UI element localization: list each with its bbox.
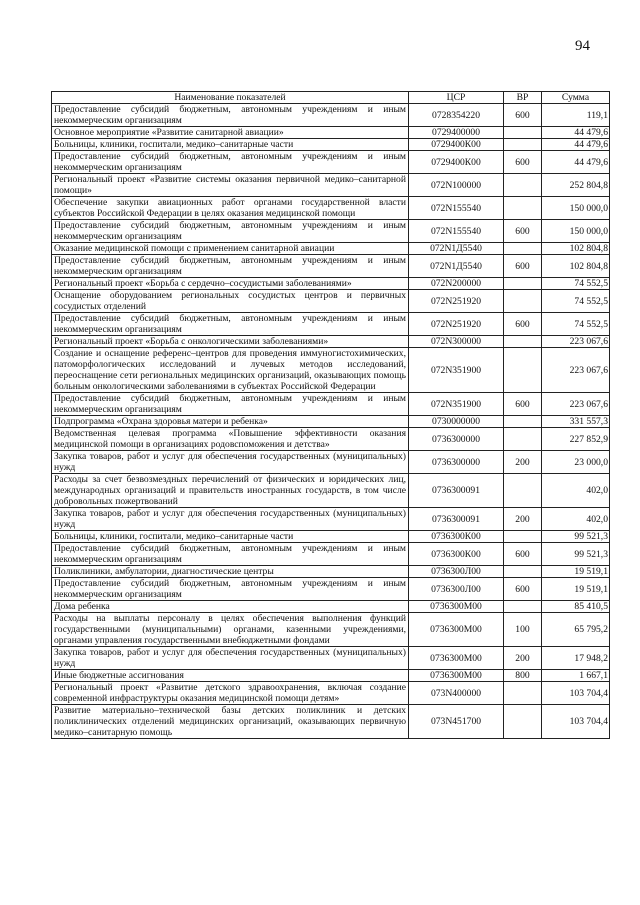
table-row [52,139,610,151]
cell-csr: 0736300000 [409,428,504,451]
cell-vr: 200 [504,451,542,474]
cell-sum: 74 552,5 [542,290,610,313]
cell-vr [504,566,542,578]
table-row [52,647,610,670]
cell-name: Основное мероприятие «Развитие санитарной авиации» [52,127,409,139]
cell-sum: 17 948,2 [542,647,610,670]
cell-vr: 200 [504,508,542,531]
page-number: 94 [575,38,590,54]
cell-sum: 74 552,5 [542,313,610,336]
cell-vr: 600 [504,578,542,601]
cell-vr [504,243,542,255]
cell-csr: 0736300М00 [409,647,504,670]
table-row [52,348,610,393]
cell-vr: 600 [504,543,542,566]
cell-name: Региональный проект «Борьба с онкологическими заболеваниями» [52,336,409,348]
budget-table [51,91,610,739]
cell-sum: 252 804,8 [542,174,610,197]
cell-name: Подпрограмма «Охрана здоровья матери и ребенка» [52,416,409,428]
cell-csr: 0736300К00 [409,543,504,566]
table-row [52,578,610,601]
cell-name: Предоставление субсидий бюджетным, автономным учреждениям и иным некоммерческим организациям [52,578,409,601]
cell-vr [504,174,542,197]
cell-csr: 0736300091 [409,474,504,508]
table-row [52,290,610,313]
cell-sum: 44 479,6 [542,139,610,151]
cell-vr: 100 [504,613,542,647]
table-row [52,104,610,127]
table-header-row [52,92,610,104]
table-row [52,313,610,336]
cell-csr: 072N251920 [409,313,504,336]
table-row [52,451,610,474]
cell-name: Предоставление субсидий бюджетным, автономным учреждениям и иным некоммерческим организациям [52,393,409,416]
cell-vr [504,682,542,705]
cell-sum: 99 521,3 [542,531,610,543]
cell-csr: 0736300К00 [409,531,504,543]
cell-name: Поликлиники, амбулатории, диагностические центры [52,566,409,578]
cell-csr: 0736300000 [409,451,504,474]
cell-name: Больницы, клиники, госпитали, медико–санитарные части [52,139,409,151]
cell-name: Предоставление субсидий бюджетным, автономным учреждениям и иным некоммерческим организациям [52,313,409,336]
cell-vr: 600 [504,220,542,243]
cell-csr: 072N155540 [409,220,504,243]
table-row [52,416,610,428]
cell-name: Больницы, клиники, госпитали, медико–санитарные части [52,531,409,543]
cell-vr: 600 [504,313,542,336]
cell-csr: 072N155540 [409,197,504,220]
table-row [52,428,610,451]
table-row [52,243,610,255]
cell-csr: 072N1Д5540 [409,243,504,255]
table-row [52,174,610,197]
table-row [52,474,610,508]
table-row [52,508,610,531]
cell-name: Региональный проект «Борьба с сердечно–сосудистыми заболеваниями» [52,278,409,290]
cell-sum: 1 667,1 [542,670,610,682]
table-row [52,220,610,243]
table-row [52,566,610,578]
table-row [52,336,610,348]
cell-vr [504,428,542,451]
cell-vr: 600 [504,104,542,127]
cell-sum: 19 519,1 [542,578,610,601]
cell-csr: 0736300Л00 [409,566,504,578]
cell-sum: 44 479,6 [542,151,610,174]
cell-name: Региональный проект «Развитие системы оказания первичной медико–санитарной помощи» [52,174,409,197]
cell-name: Региональный проект «Развитие детского здравоохранения, включая создание современной инфраструктуры оказания медицинской помощи детям» [52,682,409,705]
cell-csr: 0736300М00 [409,613,504,647]
cell-sum: 402,0 [542,508,610,531]
cell-csr: 072N300000 [409,336,504,348]
cell-vr: 600 [504,255,542,278]
cell-sum: 102 804,8 [542,243,610,255]
cell-name: Ведомственная целевая программа «Повышение эффективности оказания медицинской помощи в организациях родовспоможения и детства» [52,428,409,451]
cell-name: Дома ребенка [52,601,409,613]
cell-csr: 072N1Д5540 [409,255,504,278]
cell-vr [504,139,542,151]
cell-csr: 0736300091 [409,508,504,531]
cell-csr: 073N451700 [409,705,504,739]
cell-vr [504,474,542,508]
cell-sum: 102 804,8 [542,255,610,278]
cell-name: Предоставление субсидий бюджетным, автономным учреждениям и иным некоммерческим организациям [52,255,409,278]
table-row [52,127,610,139]
cell-sum: 103 704,4 [542,682,610,705]
cell-vr: 200 [504,647,542,670]
cell-sum: 227 852,9 [542,428,610,451]
cell-sum: 65 795,2 [542,613,610,647]
cell-csr: 0736300М00 [409,670,504,682]
table-row [52,278,610,290]
cell-csr: 0730000000 [409,416,504,428]
cell-vr [504,416,542,428]
cell-sum: 23 000,0 [542,451,610,474]
cell-sum: 74 552,5 [542,278,610,290]
cell-vr [504,127,542,139]
cell-sum: 223 067,6 [542,336,610,348]
cell-name: Создание и оснащение референс–центров для проведения иммуногистохимических, патоморфологических исследований и лучевых методов исследований, переоснащение сети региональных медицинских организаций, оказывающих помощь больным онкологическими заболеваниями в субъектах Российской Федерации [52,348,409,393]
cell-sum: 119,1 [542,104,610,127]
cell-vr [504,601,542,613]
cell-sum: 44 479,6 [542,127,610,139]
cell-sum: 223 067,6 [542,393,610,416]
cell-name: Предоставление субсидий бюджетным, автономным учреждениям и иным некоммерческим организациям [52,220,409,243]
cell-name: Закупка товаров, работ и услуг для обеспечения государственных (муниципальных) нужд [52,451,409,474]
cell-csr: 0729400К00 [409,151,504,174]
cell-sum: 99 521,3 [542,543,610,566]
cell-name: Оснащение оборудованием региональных сосудистых центров и первичных сосудистых отделений [52,290,409,313]
cell-vr [504,336,542,348]
cell-vr [504,278,542,290]
cell-csr: 0729400000 [409,127,504,139]
cell-vr: 800 [504,670,542,682]
cell-csr: 072N251920 [409,290,504,313]
cell-csr: 072N351900 [409,393,504,416]
cell-name: Предоставление субсидий бюджетным, автономным учреждениям и иным некоммерческим организациям [52,151,409,174]
cell-sum: 150 000,0 [542,220,610,243]
cell-name: Расходы на выплаты персоналу в целях обеспечения выполнения функций государственными (муниципальными) органами, казенными учреждениями, органами управления государственными внебюджетными фондами [52,613,409,647]
cell-csr: 0736300Л00 [409,578,504,601]
cell-csr: 072N200000 [409,278,504,290]
cell-vr: 600 [504,151,542,174]
table-row [52,613,610,647]
cell-name: Обеспечение закупки авиационных работ органами государственной власти субъектов Российской Федерации в целях оказания медицинской помощи [52,197,409,220]
cell-sum: 19 519,1 [542,566,610,578]
cell-sum: 223 067,6 [542,348,610,393]
cell-csr: 072N351900 [409,348,504,393]
cell-name: Закупка товаров, работ и услуг для обеспечения государственных (муниципальных) нужд [52,647,409,670]
cell-sum: 331 557,3 [542,416,610,428]
cell-csr: 0736300М00 [409,601,504,613]
cell-sum: 150 000,0 [542,197,610,220]
table-row [52,151,610,174]
header-name: Наименование показателей [52,92,409,104]
header-vr: ВР [504,92,542,104]
cell-sum: 103 704,4 [542,705,610,739]
cell-vr: 600 [504,393,542,416]
table-row [52,255,610,278]
cell-vr [504,348,542,393]
cell-csr: 0729400К00 [409,139,504,151]
cell-name: Предоставление субсидий бюджетным, автономным учреждениям и иным некоммерческим организациям [52,543,409,566]
cell-sum: 402,0 [542,474,610,508]
header-sum: Сумма [542,92,610,104]
table-row [52,543,610,566]
cell-name: Иные бюджетные ассигнования [52,670,409,682]
table-row [52,601,610,613]
cell-sum: 85 410,5 [542,601,610,613]
cell-name: Предоставление субсидий бюджетным, автономным учреждениям и иным некоммерческим организациям [52,104,409,127]
cell-vr [504,705,542,739]
table-row [52,682,610,705]
table-row [52,393,610,416]
table-row [52,197,610,220]
header-csr: ЦСР [409,92,504,104]
cell-name: Расходы за счет безвозмездных перечислений от физических и юридических лиц, международных организаций и правительств иностранных государств, в том числе добровольных пожертвований [52,474,409,508]
table-row [52,705,610,739]
table-body [52,104,610,739]
table-row [52,670,610,682]
cell-name: Закупка товаров, работ и услуг для обеспечения государственных (муниципальных) нужд [52,508,409,531]
cell-name: Оказание медицинской помощи с применением санитарной авиации [52,243,409,255]
cell-vr [504,531,542,543]
cell-vr [504,290,542,313]
table-row [52,531,610,543]
cell-name: Развитие материально–технической базы детских поликлиник и детских поликлинических отделений медицинских организаций, оказывающих первичную медико–санитарную помощь [52,705,409,739]
cell-csr: 072N100000 [409,174,504,197]
cell-csr: 0728354220 [409,104,504,127]
cell-vr [504,197,542,220]
cell-csr: 073N400000 [409,682,504,705]
